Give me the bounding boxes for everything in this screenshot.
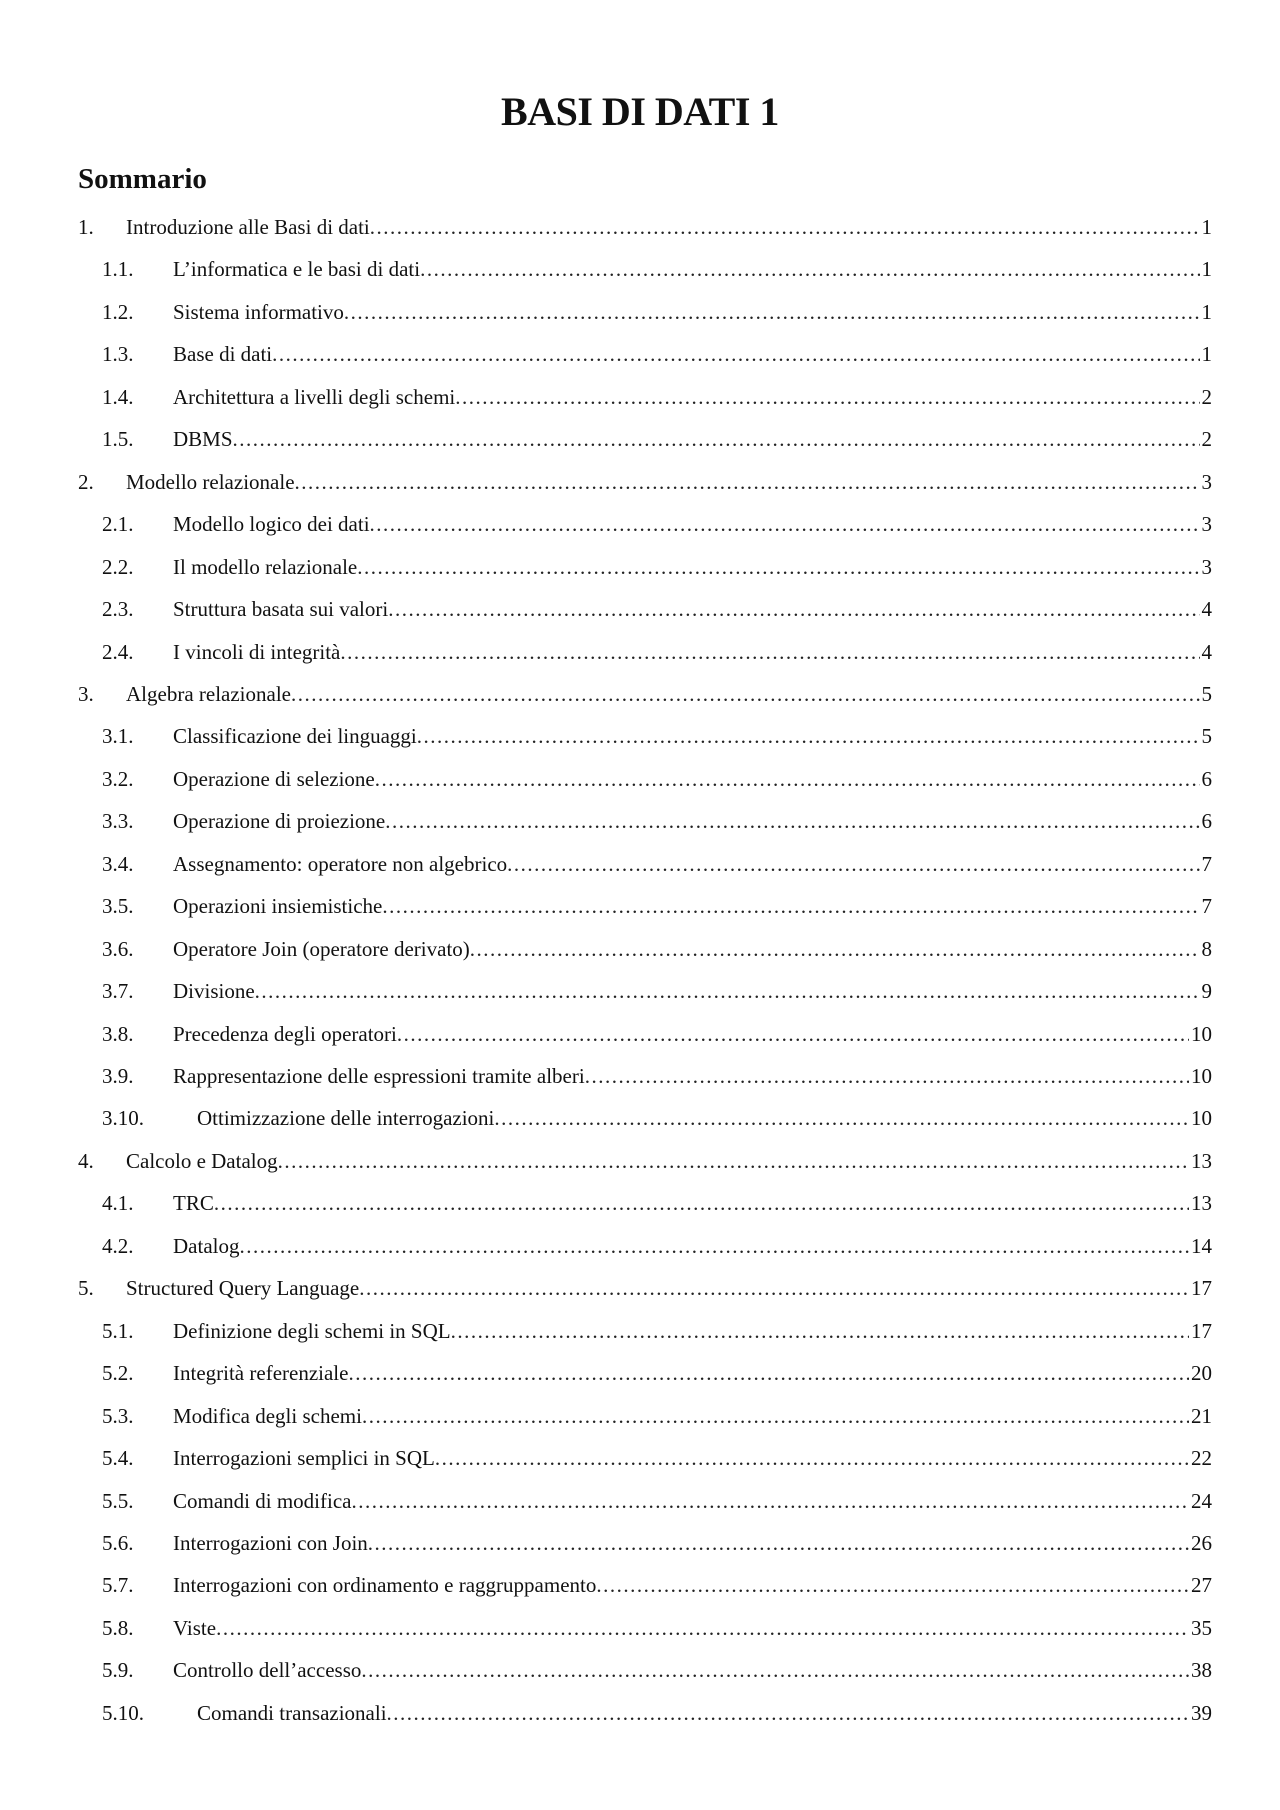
toc-entry-number: 3.10.	[102, 1106, 144, 1131]
toc-entry[interactable]	[0, 1358, 1280, 1388]
toc-entry-label: Classificazione dei linguaggi	[173, 724, 417, 749]
toc-dot-leader	[385, 806, 1199, 836]
toc-entry-number: 1.3.	[102, 342, 134, 367]
toc-entry[interactable]	[0, 594, 1280, 624]
toc-entry-page: 4	[1201, 639, 1212, 664]
toc-entry-number: 4.	[78, 1148, 94, 1173]
toc-entry-page: 39	[1191, 1700, 1212, 1725]
toc-entry-line	[173, 891, 1212, 921]
toc-entry-page: 13	[1191, 1191, 1212, 1216]
toc-entry[interactable]	[0, 424, 1280, 454]
toc-entry-number: 5.	[78, 1276, 94, 1301]
toc-entry[interactable]	[0, 339, 1280, 369]
toc-entry-number: 3.8.	[102, 1021, 134, 1046]
toc-entry-label: Assegnamento: operatore non algebrico	[173, 851, 508, 876]
toc-entry-number: 3.7.	[102, 979, 134, 1004]
toc-entry[interactable]	[0, 1443, 1280, 1473]
toc-entry-page: 3	[1201, 469, 1212, 494]
toc-entry[interactable]	[0, 1486, 1280, 1516]
toc-entry-line	[173, 1655, 1212, 1685]
toc-entry-label: Operazione di proiezione	[173, 809, 386, 834]
toc-entry-page: 21	[1191, 1403, 1212, 1428]
toc-entry-number: 3.4.	[102, 851, 134, 876]
toc-entry[interactable]	[0, 1570, 1280, 1600]
toc-entry-line	[173, 806, 1212, 836]
toc-dot-leader	[455, 382, 1199, 412]
toc-entry-number: 3.1.	[102, 724, 134, 749]
toc-entry-line	[173, 1613, 1212, 1643]
toc-entry-line	[126, 1273, 1212, 1303]
toc-entry-label: Il modello relazionale	[173, 554, 358, 579]
toc-entry[interactable]	[0, 721, 1280, 751]
toc-dot-leader	[388, 594, 1199, 624]
toc-entry-page: 3	[1201, 512, 1212, 537]
toc-entry[interactable]	[0, 1188, 1280, 1218]
toc-entry-number: 5.9.	[102, 1658, 134, 1683]
toc-entry-number: 3.2.	[102, 766, 134, 791]
toc-dot-leader	[359, 1273, 1189, 1303]
toc-entry-label: Interrogazioni con ordinamento e raggruppamento	[173, 1573, 597, 1598]
toc-entry-label: Controllo dell’accesso	[173, 1658, 362, 1683]
toc-entry[interactable]	[0, 1316, 1280, 1346]
toc-entry[interactable]	[0, 254, 1280, 284]
toc-entry-number: 3.3.	[102, 809, 134, 834]
toc-entry-line	[173, 1570, 1212, 1600]
toc-dot-leader	[233, 424, 1200, 454]
toc-dot-leader	[348, 1358, 1189, 1388]
toc-entry-label: Sistema informativo	[173, 299, 344, 324]
toc-entry-line	[173, 339, 1212, 369]
toc-dot-leader	[357, 552, 1199, 582]
toc-entry[interactable]	[0, 1698, 1280, 1728]
toc-entry-label: DBMS	[173, 427, 233, 452]
toc-dot-leader	[291, 679, 1200, 709]
toc-entry[interactable]	[0, 467, 1280, 497]
toc-entry-page: 7	[1201, 894, 1212, 919]
toc-dot-leader	[361, 1655, 1189, 1685]
toc-entry-label: Introduzione alle Basi di dati	[126, 215, 370, 239]
toc-entry-label: Rappresentazione delle espressioni tramite alberi	[173, 1064, 585, 1088]
document-title: BASI DI DATI 1	[501, 89, 779, 134]
toc-entry[interactable]	[0, 637, 1280, 667]
toc-entry-line	[173, 552, 1212, 582]
toc-dot-leader	[494, 1103, 1189, 1133]
toc-entry-line	[173, 849, 1212, 879]
toc-dot-leader	[278, 1146, 1189, 1176]
toc-dot-leader	[435, 1443, 1189, 1473]
toc-entry[interactable]	[0, 297, 1280, 327]
toc-entry[interactable]	[0, 1613, 1280, 1643]
toc-entry-line	[173, 254, 1212, 284]
toc-entry-page: 2	[1201, 384, 1212, 409]
toc-entry-label: Modello logico dei dati	[173, 512, 370, 537]
toc-dot-leader	[370, 212, 1200, 242]
toc-entry-line	[197, 1698, 1212, 1728]
toc-entry[interactable]	[0, 976, 1280, 1006]
toc-entry[interactable]	[0, 212, 1280, 242]
toc-dot-leader	[239, 1231, 1189, 1261]
toc-entry-line	[173, 509, 1212, 539]
toc-entry-page: 6	[1201, 809, 1212, 834]
toc-entry-line	[173, 976, 1212, 1006]
toc-entry-line	[173, 594, 1212, 624]
toc-entry-label: Divisione	[173, 979, 255, 1004]
toc-dot-leader	[375, 764, 1200, 794]
toc-entry-page: 5	[1201, 724, 1212, 749]
toc-entry[interactable]	[0, 1103, 1280, 1133]
toc-entry-number: 2.2.	[102, 554, 134, 579]
toc-entry-label: TRC	[173, 1191, 214, 1216]
toc-entry-line	[173, 1443, 1212, 1473]
toc-entry-page: 13	[1191, 1148, 1212, 1173]
toc-entry-label: Comandi di modifica	[173, 1488, 352, 1513]
toc-entry-number: 1.4.	[102, 384, 134, 409]
toc-dot-leader	[507, 849, 1199, 879]
toc-entry-label: Modello relazionale	[126, 469, 295, 494]
toc-entry-line	[126, 212, 1212, 242]
toc-entry-page: 1	[1201, 215, 1212, 239]
toc-entry-number: 1.	[78, 215, 94, 239]
toc-dot-leader	[417, 721, 1200, 751]
toc-entry-page: 1	[1201, 342, 1212, 367]
toc-entry-page: 20	[1191, 1361, 1212, 1386]
toc-dot-leader	[295, 467, 1200, 497]
toc-dot-leader	[596, 1570, 1189, 1600]
toc-entry-label: Precedenza degli operatori	[173, 1021, 397, 1046]
toc-entry-page: 17	[1191, 1276, 1212, 1301]
toc-entry-number: 1.5.	[102, 427, 134, 452]
toc-entry-page: 3	[1201, 554, 1212, 579]
toc-entry[interactable]	[0, 806, 1280, 836]
toc-entry-line	[173, 1486, 1212, 1516]
toc-entry[interactable]	[0, 1061, 1280, 1091]
toc-entry[interactable]	[0, 891, 1280, 921]
toc-entry-page: 17	[1191, 1318, 1212, 1343]
toc-entry-page: 6	[1201, 766, 1212, 791]
toc-entry-label: Architettura a livelli degli schemi	[173, 384, 456, 409]
toc-entry[interactable]	[0, 1401, 1280, 1431]
toc-entry[interactable]	[0, 1146, 1280, 1176]
toc-dot-leader	[362, 1401, 1189, 1431]
toc-entry[interactable]	[0, 1528, 1280, 1558]
toc-entry[interactable]	[0, 552, 1280, 582]
toc-dot-leader	[397, 1019, 1189, 1049]
toc-entry[interactable]	[0, 679, 1280, 709]
toc-entry-label: Operazione di selezione	[173, 766, 375, 791]
toc-entry-label: Operatore Join (operatore derivato)	[173, 936, 470, 961]
toc-entry[interactable]	[0, 382, 1280, 412]
toc-entry-label: Operazioni insiemistiche	[173, 894, 383, 919]
toc-entry-number: 3.5.	[102, 894, 134, 919]
toc-entry-label: Modifica degli schemi	[173, 1403, 362, 1428]
toc-dot-leader	[368, 1528, 1189, 1558]
toc-entry-number: 3.6.	[102, 936, 134, 961]
toc-dot-leader	[470, 934, 1200, 964]
toc-entry-line	[173, 721, 1212, 751]
toc-entry[interactable]	[0, 1273, 1280, 1303]
toc-entry-label: Interrogazioni con Join	[173, 1530, 368, 1555]
toc-entry-label: Structured Query Language	[126, 1276, 360, 1301]
toc-entry-page: 14	[1191, 1233, 1212, 1258]
toc-entry-line	[173, 934, 1212, 964]
toc-entry-number: 1.2.	[102, 299, 134, 324]
toc-entry-label: Comandi transazionali	[197, 1700, 387, 1725]
toc-entry[interactable]	[0, 1655, 1280, 1685]
toc-entry-number: 5.8.	[102, 1615, 134, 1640]
toc-entry-page: 1	[1201, 257, 1212, 282]
toc-entry-line	[173, 764, 1212, 794]
toc-entry-line	[173, 297, 1212, 327]
toc-heading: Sommario	[78, 163, 207, 195]
toc-entry-label: I vincoli di integrità	[173, 639, 341, 664]
toc-entry[interactable]	[0, 934, 1280, 964]
toc-entry-number: 1.1.	[102, 257, 134, 282]
toc-entry-number: 5.4.	[102, 1446, 134, 1471]
toc-entry-number: 5.2.	[102, 1361, 134, 1386]
toc-entry-number: 2.	[78, 469, 94, 494]
toc-entry-number: 5.10.	[102, 1700, 144, 1725]
toc-entry-line	[126, 467, 1212, 497]
toc-entry-page: 2	[1201, 427, 1212, 452]
toc-entry-label: Ottimizzazione delle interrogazioni	[197, 1106, 495, 1131]
toc-entry-page: 27	[1191, 1573, 1212, 1598]
toc-entry-label: Struttura basata sui valori	[173, 597, 389, 622]
toc-entry-line	[173, 1401, 1212, 1431]
toc-dot-leader	[420, 254, 1199, 284]
toc-entry-line	[173, 1231, 1212, 1261]
toc-entry-label: Definizione degli schemi in SQL	[173, 1318, 451, 1343]
toc-entry-number: 2.3.	[102, 597, 134, 622]
toc-entry-page: 4	[1201, 597, 1212, 622]
toc-entry-page: 38	[1191, 1658, 1212, 1683]
toc-dot-leader	[255, 976, 1200, 1006]
toc-entry-label: Algebra relazionale	[126, 681, 291, 706]
toc-entry-label: Datalog	[173, 1233, 240, 1258]
toc-entry[interactable]	[0, 1019, 1280, 1049]
toc-dot-leader	[340, 637, 1199, 667]
toc-entry-page: 1	[1201, 299, 1212, 324]
toc-entry-line	[173, 1528, 1212, 1558]
toc-entry-line	[126, 1146, 1212, 1176]
toc-entry-page: 35	[1191, 1615, 1212, 1640]
toc-entry-number: 5.5.	[102, 1488, 134, 1513]
toc-entry-line	[173, 1188, 1212, 1218]
toc-entry-number: 5.6.	[102, 1530, 134, 1555]
toc-entry-label: Viste	[173, 1615, 217, 1640]
toc-entry-label: Interrogazioni semplici in SQL	[173, 1446, 435, 1471]
toc-entry-label: Integrità referenziale	[173, 1361, 349, 1386]
toc-dot-leader	[272, 339, 1199, 369]
toc-entry-line	[173, 1358, 1212, 1388]
toc-entry-line	[126, 679, 1212, 709]
toc-entry-number: 5.3.	[102, 1403, 134, 1428]
toc-entry-label: Base di dati	[173, 342, 273, 367]
toc-entry-page: 24	[1191, 1488, 1212, 1513]
toc-dot-leader	[451, 1316, 1189, 1346]
toc-entry-line	[173, 382, 1212, 412]
toc-entry-number: 3.	[78, 681, 94, 706]
toc-entry-line	[173, 1061, 1212, 1091]
toc-entry-label: L’informatica e le basi di dati	[173, 257, 421, 282]
toc-entry[interactable]	[0, 509, 1280, 539]
toc-entry-page: 26	[1191, 1530, 1212, 1555]
toc-entry-page: 9	[1201, 979, 1212, 1004]
toc-entry[interactable]	[0, 1231, 1280, 1261]
toc-entry-line	[197, 1103, 1212, 1133]
toc-entry-number: 2.4.	[102, 639, 134, 664]
toc-entry-page: 10	[1191, 1064, 1212, 1088]
toc-entry-number: 4.1.	[102, 1191, 134, 1216]
toc-dot-leader	[351, 1486, 1189, 1516]
toc-entry[interactable]	[0, 764, 1280, 794]
toc-entry-label: Calcolo e Datalog	[126, 1148, 278, 1173]
toc-entry-number: 5.7.	[102, 1573, 134, 1598]
toc-entry-number: 2.1.	[102, 512, 134, 537]
toc-entry-page: 8	[1201, 936, 1212, 961]
toc-entry-page: 10	[1191, 1021, 1212, 1046]
toc-entry-line	[173, 424, 1212, 454]
toc-entry-number: 3.9.	[102, 1064, 134, 1088]
toc-entry-page: 7	[1201, 851, 1212, 876]
toc-entry-page: 10	[1191, 1106, 1212, 1131]
toc-dot-leader	[370, 509, 1200, 539]
toc-dot-leader	[585, 1061, 1189, 1091]
toc-entry-page: 22	[1191, 1446, 1212, 1471]
toc-entry-line	[173, 1019, 1212, 1049]
toc-entry[interactable]	[0, 849, 1280, 879]
toc-dot-leader	[344, 297, 1200, 327]
toc-dot-leader	[214, 1188, 1189, 1218]
toc-dot-leader	[387, 1698, 1189, 1728]
toc-dot-leader	[216, 1613, 1189, 1643]
toc-dot-leader	[382, 891, 1199, 921]
toc-entry-page: 5	[1201, 681, 1212, 706]
toc-entry-number: 5.1.	[102, 1318, 134, 1343]
toc-entry-number: 4.2.	[102, 1233, 134, 1258]
toc-entry-line	[173, 637, 1212, 667]
toc-entry-line	[173, 1316, 1212, 1346]
